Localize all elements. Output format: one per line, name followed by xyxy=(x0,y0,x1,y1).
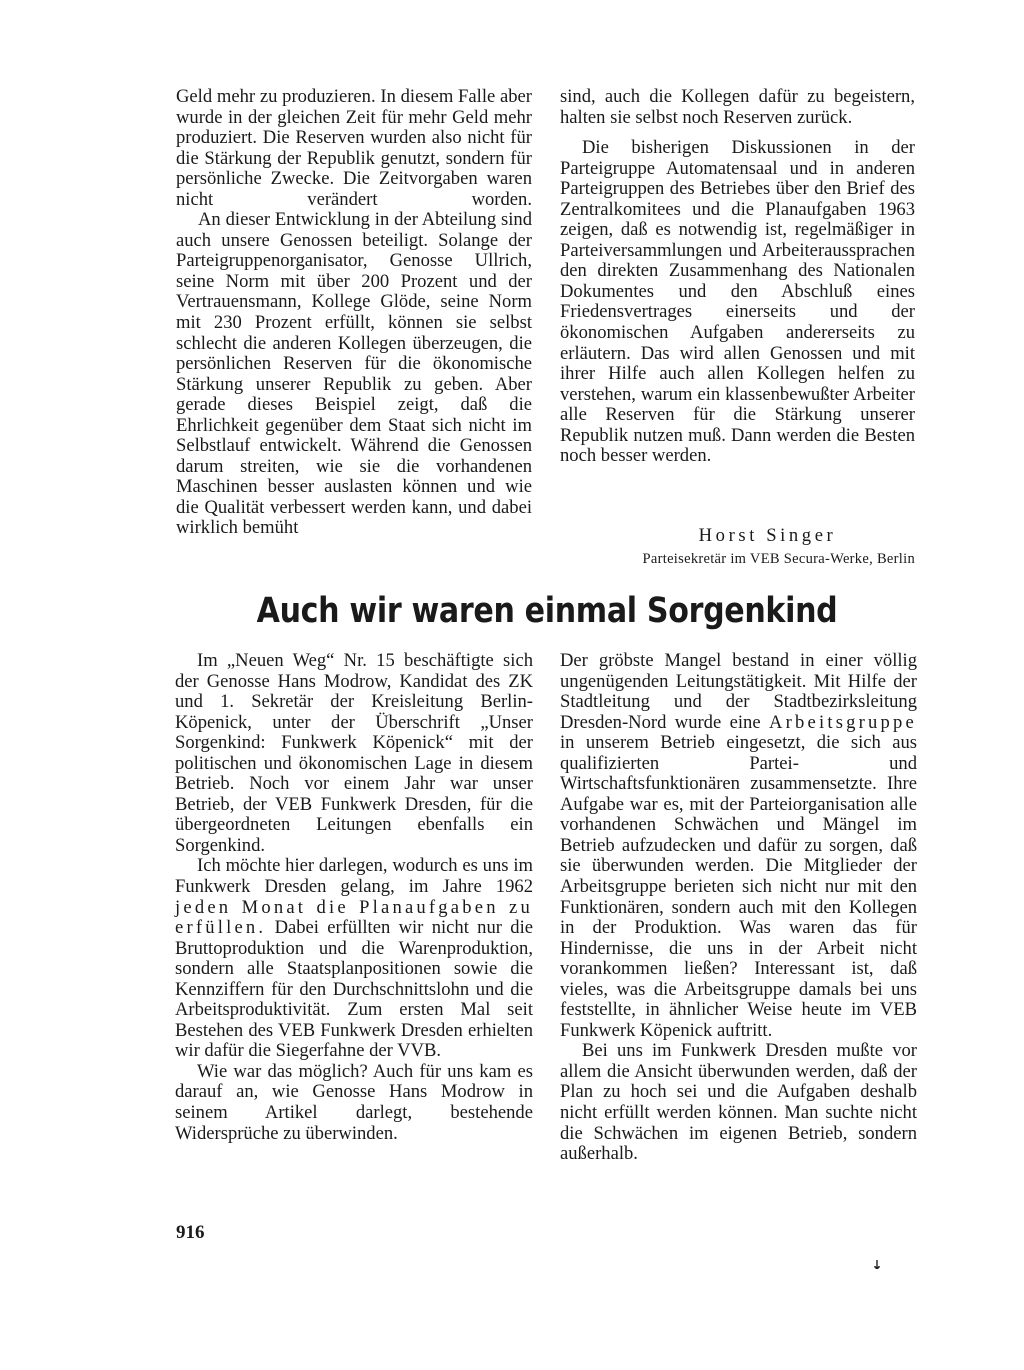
paragraph: Geld mehr zu produzieren. In diesem Falle aber wurde in der gleichen Zeit für mehr Geld mehr produziert. Die Reserven wurden also nicht für die Stärkung der Republik genutzt, sondern für persönliche Zwecke. Die Zeitvorgaben waren nicht verändert worden. xyxy=(176,86,532,210)
emphasized-text: Arbeitsgruppe xyxy=(769,711,917,733)
text-run: Der gröbste Mangel bestand in einer völlig ungenügenden Leitungstätigkeit. Mit Hilfe der Stadtleitung und der Stadtbezirksleitung Dresden-Nord wurde eine xyxy=(560,650,917,733)
paragraph: Wie war das möglich? Auch für uns kam es darauf an, wie Genosse Hans Modrow in seinem Artikel darlegt, bestehende Widersprüche zu überwinden. xyxy=(175,1060,533,1144)
author-role: Parteisekretär im VEB Secura-Werke, Berlin xyxy=(642,551,915,567)
paragraph: sind, auch die Kollegen dafür zu begeistern, halten sie selbst noch Reserven zurück. xyxy=(560,86,915,128)
ink-mark xyxy=(874,1260,880,1269)
top-right-column xyxy=(560,87,915,467)
emphasized-text: jeden Monat die Planaufgaben zu erfüllen. xyxy=(175,896,533,939)
paragraph xyxy=(560,651,917,1041)
bottom-left-column xyxy=(175,651,533,1144)
bottom-right-column xyxy=(560,651,917,1165)
page-number: 916 xyxy=(176,1222,205,1243)
text-run: in unserem Betrieb eingesetzt, die sich aus qualifizierten Partei- und Wirtschaftsfunktionären zusammensetzte. Ihre Aufgabe war es, mit der Parteiorganisation alle vorhandenen Schwächen und Mängel im Betrieb aufzudecken und dafür zu sorgen, daß sie überwunden werden. Die Mitglieder der Arbeitsgruppe berieten sich nicht nur mit den Funktionären, sondern auch mit den Kollegen in der Produktion. Was waren das für Hindernisse, die uns in der Arbeit nicht vorankommen ließen? Interessant ist, daß vieles, was die Arbeitsgruppe damals bei uns feststellte, in ähnlicher Weise heute im VEB Funkwerk Köpenick auftritt. xyxy=(560,732,917,1041)
text-run: Dabei erfüllten wir nicht nur die Bruttoproduktion und die Warenproduktion, sondern alle Staatsplanpositionen sowie die Kennziffern für den Durchschnittslohn und die Arbeitsproduktivität. Zum ersten Mal seit Bestehen des VEB Funkwerk Dresden erhielten wir dafür die Siegerfahne der VVB. xyxy=(175,917,533,1062)
paragraph: Im „Neuen Weg“ Nr. 15 beschäftigte sich der Genosse Hans Modrow, Kandidat des ZK und 1. Sekretär der Kreisleitung Berlin-Köpenick, unter der Überschrift „Unser Sorgenkind: Funkwerk Köpenick“ mit der politischen und ökonomischen Lage in diesem Betrieb. Noch vor einem Jahr war unser Betrieb, der VEB Funkwerk Dresden, für die übergeordneten Leitungen ebenfalls ein Sorgenkind. xyxy=(175,650,533,856)
text-run: Ich möchte hier darlegen, wodurch es uns im Funkwerk Dresden gelang, im Jahre 1962 xyxy=(175,855,533,898)
paragraph xyxy=(175,856,533,1061)
top-left-column xyxy=(176,87,532,539)
paragraph: An dieser Entwicklung in der Abteilung sind auch unsere Genossen beteiligt. Solange der Parteigruppenorganisator, Genosse Ullrich, seine Norm mit über 200 Prozent und der Vertrauensmann, Kollege Glöde, seine Norm mit 230 Prozent erfüllt, können sie selbst schlecht die anderen Kollegen überzeugen, die persönlichen Reserven für die ökonomische Stärkung unserer Republik zu geben. Aber gerade dieses Beispiel zeigt, daß die Ehrlichkeit gegenüber dem Staat sich nicht im Selbstlauf entwickelt. Während die Genossen darum streiten, wie sie die vorhandenen Maschinen besser auslasten können und wie die Qualität verbessert werden kann, und dabei wirklich bemüht xyxy=(176,209,532,539)
author-name: Horst Singer xyxy=(698,525,837,546)
paragraph: Die bisherigen Diskussionen in der Parteigruppe Automatensaal und in anderen Parteigruppen des Betriebes über den Brief des Zentralkomitees und die Planaufgaben 1963 zeigen, daß es notwendig ist, regelmäßiger in Parteiversammlungen und Arbeiteraussprachen den direkten Zusammenhang des Nationalen Dokumentes und den Abschluß eines Friedensvertrages einerseits und der ökonomischen Aufgaben andererseits zu erläutern. Das wird allen Genossen und mit ihrer Hilfe auch allen Kollegen helfen zu verstehen, warum ein klassenbewußter Arbeiter alle Reserven für die Stärkung unserer Republik nutzen muß. Dann werden die Besten noch besser werden. xyxy=(560,137,915,467)
article-headline: Auch wir waren einmal Sorgenkind xyxy=(256,591,838,631)
paragraph: Bei uns im Funkwerk Dresden mußte vor allem die Ansicht überwunden werden, daß der Plan zu hoch sei und die Aufgaben deshalb nicht erfüllt werden können. Man suchte nicht die Schwächen im eigenen Betrieb, sondern außerhalb. xyxy=(560,1040,917,1165)
